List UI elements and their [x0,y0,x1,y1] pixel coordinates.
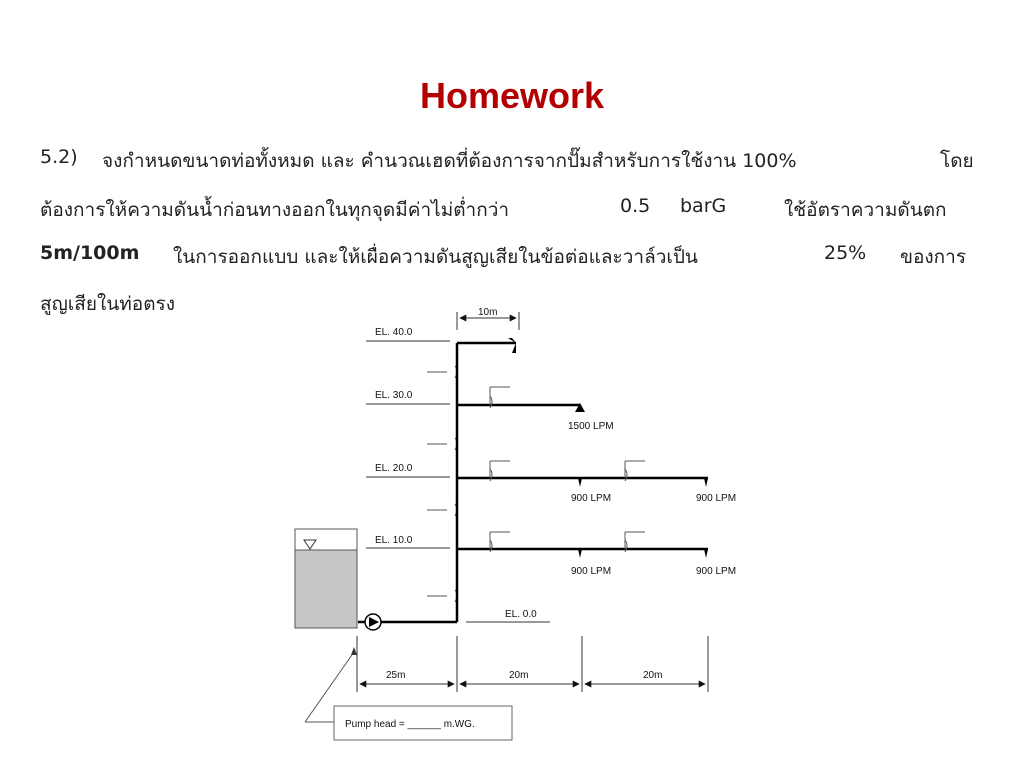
problem-text: สูญเสียในท่อตรง [40,293,176,315]
page-title: Homework [419,75,605,116]
flow-label: 900 LPM [571,566,612,577]
elevation-label: EL. 10.0 [375,535,413,546]
outlet-arrows [508,338,708,558]
problem-text: โดย [940,150,974,172]
outlet-arrow [704,478,708,487]
pressure-drop-rate: 5m/100m [40,242,140,264]
bottom-dimensions [357,636,708,692]
outlet-arrow [512,343,516,353]
problem-text: ต้องการให้ความดันน้ำก่อนทางออกในทุกจุดมีค่าไม่ต่ำกว่า [40,199,510,221]
flow-label: 900 LPM [696,566,737,577]
problem-text: ใช้อัตราความดันตก [784,199,947,221]
dimension-label: 20m [643,670,663,681]
pump-head-label: Pump head = ______ m.WG. [345,719,475,730]
problem-text: จงกำหนดขนาดท่อทั้งหมด และ คำนวณเฮดที่ต้องการจากปั๊มสำหรับการใช้งาน 100% [102,150,797,172]
problem-number: 5.2) [40,146,78,168]
pressure-value: 0.5 [620,195,651,217]
elevation-label: EL. 30.0 [375,390,413,401]
water-tank [295,529,357,628]
dimension-label: 20m [509,670,529,681]
dimension-label: 10m [478,307,498,318]
dimension-label: 25m [386,670,406,681]
outlet-arrow [578,478,582,487]
allowance-percent: 25% [824,242,867,264]
outlet-arrow [578,549,582,558]
problem-text: ในการออกแบบ และให้เผื่อความดันสูญเสียในข้อต่อและวาล์วเป็น [173,246,698,268]
flow-label: 1500 LPM [568,421,614,432]
pump-icon [365,614,381,630]
outlet-arrow [704,549,708,558]
branch-valves [490,387,645,552]
elevation-label: EL. 20.0 [375,463,413,474]
flow-label: 900 LPM [571,493,612,504]
pressure-unit: barG [680,195,727,217]
flow-label: 900 LPM [696,493,737,504]
elevation-label: EL. 40.0 [375,327,413,338]
pipe-network [358,343,708,622]
elevation-label: EL. 0.0 [505,609,537,620]
riser-ticks [427,372,447,596]
problem-text: ของการ [900,246,967,268]
